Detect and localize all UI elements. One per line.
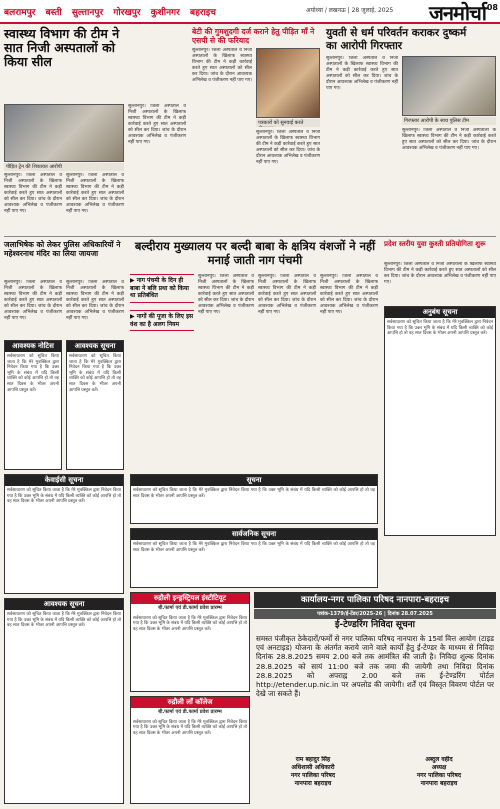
tender-office-bar: कार्यालय-नगर पालिका परिषद नानपारा-बहराइच xyxy=(254,592,496,608)
caption-arrest: गिरफ्तार आरोपी के साथ पुलिस टीम xyxy=(402,117,496,125)
notice-text-2: सर्वसाधारण को सूचित किया जाता है कि मेरे मुवक्किल द्वारा निवेदन किया गया है कि उक्त भूमि के संबंध में यदि किसी व्यक्ति को कोई आपत्ति हो तो वह सात दिवस के भीतर अपनी आपत्ति प्रस्तुत करें। xyxy=(69,354,121,393)
body-nag-panchami-2: सुल्तानपुर। जिला अस्पताल व निजी अस्पतालों के खिलाफ स्वास्थ्य विभाग की टीम ने कड़ी कार्रवाई करते हुए सात अस्पतालों को सील कर दिया। जांच के दौरान आवश्यक अभिलेख व पंजीकरण नहीं पाए गए। xyxy=(258,274,316,315)
notice-box-1 xyxy=(4,340,62,470)
notice-text-5: सर्वसाधारण को सूचित किया जाता है कि मेरे मुवक्किल द्वारा निवेदन किया गया है कि उक्त भूमि के संबंध में यदि किसी व्यक्ति को कोई आपत्ति हो तो वह सात दिवस के भीतर अपनी आपत्ति प्रस्तुत करें। xyxy=(387,320,493,337)
institute-ad-1-line: बी.फार्मा एवं डी.फार्मा प्रवेश प्रारम्भ xyxy=(158,605,222,611)
page-number: 08 xyxy=(486,3,498,12)
body-wrestling: सुल्तानपुर। जिला अस्पताल व निजी अस्पतालों के खिलाफ स्वास्थ्य विभाग की टीम ने कड़ी कार्रवाई करते हुए सात अस्पतालों को सील कर दिया। जांच के दौरान आवश्यक अभिलेख व पंजीकरण नहीं पाए गए। xyxy=(384,262,496,285)
notice-box-2 xyxy=(66,340,124,470)
institute-ad-2-title: रुद्रौली लाँ कॉलेज xyxy=(131,697,249,708)
institute-ad-2-text: सर्वसाधारण को सूचित किया जाता है कि मेरे मुवक्किल द्वारा निवेदन किया गया है कि उक्त भूमि के संबंध में यदि किसी व्यक्ति को कोई आपत्ति हो तो वह सात दिवस के भीतर अपनी आपत्ति प्रस्तुत करें। xyxy=(133,719,247,736)
notice-box-5 xyxy=(384,306,496,536)
pull-quote-sacrifice-ban: ▶ नाग पंचमी के दिन ही बाबा ने बलि प्रथा को किया था प्रतिबंधित xyxy=(130,274,194,303)
pull-quote-snake-worship: ▶ नागों की पूजा के लिए इस वंश का है अलग नियम xyxy=(130,310,194,331)
body-health-team-3: सुल्तानपुर। जिला अस्पताल व निजी अस्पतालों के खिलाफ स्वास्थ्य विभाग की टीम ने कड़ी कार्रवाई करते हुए सात अस्पतालों को सील कर दिया। जांच के दौरान आवश्यक अभिलेख व पंजीकरण नहीं पाए गए। xyxy=(128,104,186,145)
body-conversion-arrest: सुल्तानपुर। जिला अस्पताल व निजी अस्पतालों के खिलाफ स्वास्थ्य विभाग की टीम ने कड़ी कार्रवाई करते हुए सात अस्पतालों को सील कर दिया। जांच के दौरान आवश्यक अभिलेख व पंजीकरण नहीं पाए गए। xyxy=(326,56,398,91)
photo-arrest xyxy=(402,56,496,116)
institute-ad-2-line: बी.फार्मा एवं डी.फार्मा प्रवेश प्रारम्भ xyxy=(158,709,222,715)
headline-nag-panchami: बल्दीराय मुख्यालय पर बल्दी बाबा के क्षत्रिय वंशजों ने नहीं मनाई जाती नाग पंचमी xyxy=(134,239,376,267)
notice-text-6: सर्वसाधारण को सूचित किया जाता है कि मेरे मुवक्किल द्वारा निवेदन किया गया है कि उक्त भूमि के संबंध में यदि किसी व्यक्ति को कोई आपत्ति हो तो वह सात दिवस के भीतर अपनी आपत्ति प्रस्तुत करें। xyxy=(7,488,121,505)
notice-text-7: सर्वसाधारण को सूचित किया जाता है कि मेरे मुवक्किल द्वारा निवेदन किया गया है कि उक्त भूमि के संबंध में यदि किसी व्यक्ति को कोई आपत्ति हो तो वह सात दिवस के भीतर अपनी आपत्ति प्रस्तुत करें। xyxy=(7,612,121,629)
photo-mother-complaint xyxy=(256,48,320,118)
notice-box-4 xyxy=(130,528,378,588)
notice-title-5: अनुबंध सूचना xyxy=(385,307,495,318)
notice-text-1: सर्वसाधारण को सूचित किया जाता है कि मेरे मुवक्किल द्वारा निवेदन किया गया है कि उक्त भूमि के संबंध में यदि किसी व्यक्ति को कोई आपत्ति हो तो वह सात दिवस के भीतर अपनी आपत्ति प्रस्तुत करें। xyxy=(7,354,59,393)
divider-top xyxy=(4,236,496,237)
notice-title-2: आवश्यक सूचना xyxy=(67,341,123,352)
tender-signature-left: राम बहादुर सिंह अधिशासी अधिकारी नगर पालिका परिषद नानपारा बहराइच xyxy=(290,756,336,787)
headline-missing-daughter: बेटी की गुमशुदगी दर्ज कराने हेतु पीड़ित माँ ने एसपी से की फरियाद xyxy=(192,27,315,45)
place-2: बस्ती xyxy=(45,8,62,18)
notice-box-3 xyxy=(130,474,378,524)
caption-mother-complaint: पत्रकारों को सुनवाई करते xyxy=(256,119,320,127)
notice-title-7: आवश्यक सूचना xyxy=(5,599,123,610)
tender-sub-bar: पत्रांक-1379/ई-टेंडर/2025-26 | दिनांक 28.07.2025 xyxy=(254,609,496,619)
body-temple-inspection-2: सुल्तानपुर। जिला अस्पताल व निजी अस्पतालों के खिलाफ स्वास्थ्य विभाग की टीम ने कड़ी कार्रवाई करते हुए सात अस्पतालों को सील कर दिया। जांच के दौरान आवश्यक अभिलेख व पंजीकरण नहीं पाए गए। xyxy=(66,280,124,321)
headline-conversion-arrest: युवती से धर्म परिवर्तन कराकर दुष्कर्म का आरोपी गिरफ्तार xyxy=(326,27,467,52)
notice-text-4: सर्वसाधारण को सूचित किया जाता है कि मेरे मुवक्किल द्वारा निवेदन किया गया है कि उक्त भूमि के संबंध में यदि किसी व्यक्ति को कोई आपत्ति हो तो वह सात दिवस के भीतर अपनी आपत्ति प्रस्तुत करें। xyxy=(133,542,375,553)
masthead: जनमोर्चा xyxy=(429,1,486,25)
tender-body: समस्त पंजीकृत ठेकेदारों/फर्मों से नगर पालिका परिषद नानपारा के 15वां वित्त आयोग (टाइड एवं अनटाइड) योजना के अंतर्गत कराये जाने वाले कार्यों हेतु ई-टेण्डर के माध्यम से निविदा दिनांक 28.8.2025 समय 2.00 बजे तक आमंत्रित की जाती है। निविदा शुल्क दिनांक 28.8.2025 को सायं 11:00 बजे तक जमा की जायेगी तथा निविदा दिनांक 28.8.2025 को अपराह्न 2.00 बजे तक ई-टेण्डरिंग पोर्टल http://etender.up.nic.in पर अपलोड की जायेगी। शर्तें एवं विस्तृत विवरण पोर्टल पर देखे जा सकते हैं। xyxy=(256,634,494,699)
place-5: कुशीनगर xyxy=(150,8,180,18)
dateline: अयोध्या / लखनऊ | 28 जुलाई, 2025 xyxy=(306,7,394,14)
notice-box-6 xyxy=(4,474,124,594)
notice-box-7 xyxy=(4,598,124,804)
notice-title-1: आवश्यक नोटिस xyxy=(5,341,61,352)
place-4: गोरखपुर xyxy=(113,8,141,18)
notice-title-3: सूचना xyxy=(131,475,377,486)
body-conversion-arrest-2: सुल्तानपुर। जिला अस्पताल व निजी अस्पतालों के खिलाफ स्वास्थ्य विभाग की टीम ने कड़ी कार्रवाई करते हुए सात अस्पतालों को सील कर दिया। जांच के दौरान आवश्यक अभिलेख व पंजीकरण नहीं पाए गए। xyxy=(402,128,496,151)
place-1: बलरामपुर xyxy=(4,8,36,18)
notice-text-3: सर्वसाधारण को सूचित किया जाता है कि मेरे मुवक्किल द्वारा निवेदन किया गया है कि उक्त भूमि के संबंध में यदि किसी व्यक्ति को कोई आपत्ति हो तो वह सात दिवस के भीतर अपनी आपत्ति प्रस्तुत करें। xyxy=(133,488,375,499)
institute-ad-1-title: रुद्रौली इन्ड्रस्ट्रियल इंस्टीटियूट xyxy=(131,593,249,604)
photo-health-team xyxy=(4,104,124,162)
institute-ad-2 xyxy=(130,696,250,804)
tender-signature-right: अब्दुल वहीद अध्यक्ष नगर पालिका परिषद नानपारा बहराइच xyxy=(416,756,462,787)
headline-wrestling: प्रदेश स्तरीय युवा कुश्ती प्रतियोगिता शुरू xyxy=(384,240,486,248)
headline-health-team: स्वास्थ्य विभाग की टीम ने सात निजी अस्पतालों को किया सील xyxy=(4,26,120,69)
tender-title: ई-टेण्डरिंग निविदा सूचना xyxy=(334,620,416,630)
notice-title-6: केवाईसी सूचना xyxy=(5,475,123,486)
place-6: बहराइच xyxy=(189,8,217,18)
top-strip xyxy=(0,0,500,24)
body-health-team: सुल्तानपुर। जिला अस्पताल व निजी अस्पतालों के खिलाफ स्वास्थ्य विभाग की टीम ने कड़ी कार्रवाई करते हुए सात अस्पतालों को सील कर दिया। जांच के दौरान आवश्यक अभिलेख व पंजीकरण नहीं पाए गए। xyxy=(4,173,62,214)
body-temple-inspection: सुल्तानपुर। जिला अस्पताल व निजी अस्पतालों के खिलाफ स्वास्थ्य विभाग की टीम ने कड़ी कार्रवाई करते हुए सात अस्पतालों को सील कर दिया। जांच के दौरान आवश्यक अभिलेख व पंजीकरण नहीं पाए गए। xyxy=(4,280,62,321)
body-nag-panchami-3: सुल्तानपुर। जिला अस्पताल व निजी अस्पतालों के खिलाफ स्वास्थ्य विभाग की टीम ने कड़ी कार्रवाई करते हुए सात अस्पतालों को सील कर दिया। जांच के दौरान आवश्यक अभिलेख व पंजीकरण नहीं पाए गए। xyxy=(320,274,378,315)
headline-temple-inspection: जलाभिषेक को लेकर पुलिस अधिकारियों ने महेश्वरनाथ मंदिर का लिया जायजा xyxy=(4,240,121,258)
body-missing-daughter: सुल्तानपुर। जिला अस्पताल व निजी अस्पतालों के खिलाफ स्वास्थ्य विभाग की टीम ने कड़ी कार्रवाई करते हुए सात अस्पतालों को सील कर दिया। जांच के दौरान आवश्यक अभिलेख व पंजीकरण नहीं पाए गए। xyxy=(192,48,252,83)
body-nag-panchami-1: सुल्तानपुर। जिला अस्पताल व निजी अस्पतालों के खिलाफ स्वास्थ्य विभाग की टीम ने कड़ी कार्रवाई करते हुए सात अस्पतालों को सील कर दिया। जांच के दौरान आवश्यक अभिलेख व पंजीकरण नहीं पाए गए। xyxy=(198,274,254,315)
institute-ad-1 xyxy=(130,592,250,692)
institute-ad-1-text: सर्वसाधारण को सूचित किया जाता है कि मेरे मुवक्किल द्वारा निवेदन किया गया है कि उक्त भूमि के संबंध में यदि किसी व्यक्ति को कोई आपत्ति हो तो वह सात दिवस के भीतर अपनी आपत्ति प्रस्तुत करें। xyxy=(133,615,247,632)
place-3: सुल्तानपुर xyxy=(71,8,104,18)
body-health-team-2: सुल्तानपुर। जिला अस्पताल व निजी अस्पतालों के खिलाफ स्वास्थ्य विभाग की टीम ने कड़ी कार्रवाई करते हुए सात अस्पतालों को सील कर दिया। जांच के दौरान आवश्यक अभिलेख व पंजीकरण नहीं पाए गए। xyxy=(66,173,124,214)
body-missing-daughter-2: सुल्तानपुर। जिला अस्पताल व निजी अस्पतालों के खिलाफ स्वास्थ्य विभाग की टीम ने कड़ी कार्रवाई करते हुए सात अस्पतालों को सील कर दिया। जांच के दौरान आवश्यक अभिलेख व पंजीकरण नहीं पाए गए। xyxy=(256,130,320,165)
place-list xyxy=(4,5,223,18)
notice-title-4: सार्वजनिक सूचना xyxy=(131,529,377,540)
caption-health-team: पीड़ित ट्रेन की शिकायत आरोपी xyxy=(4,163,124,171)
